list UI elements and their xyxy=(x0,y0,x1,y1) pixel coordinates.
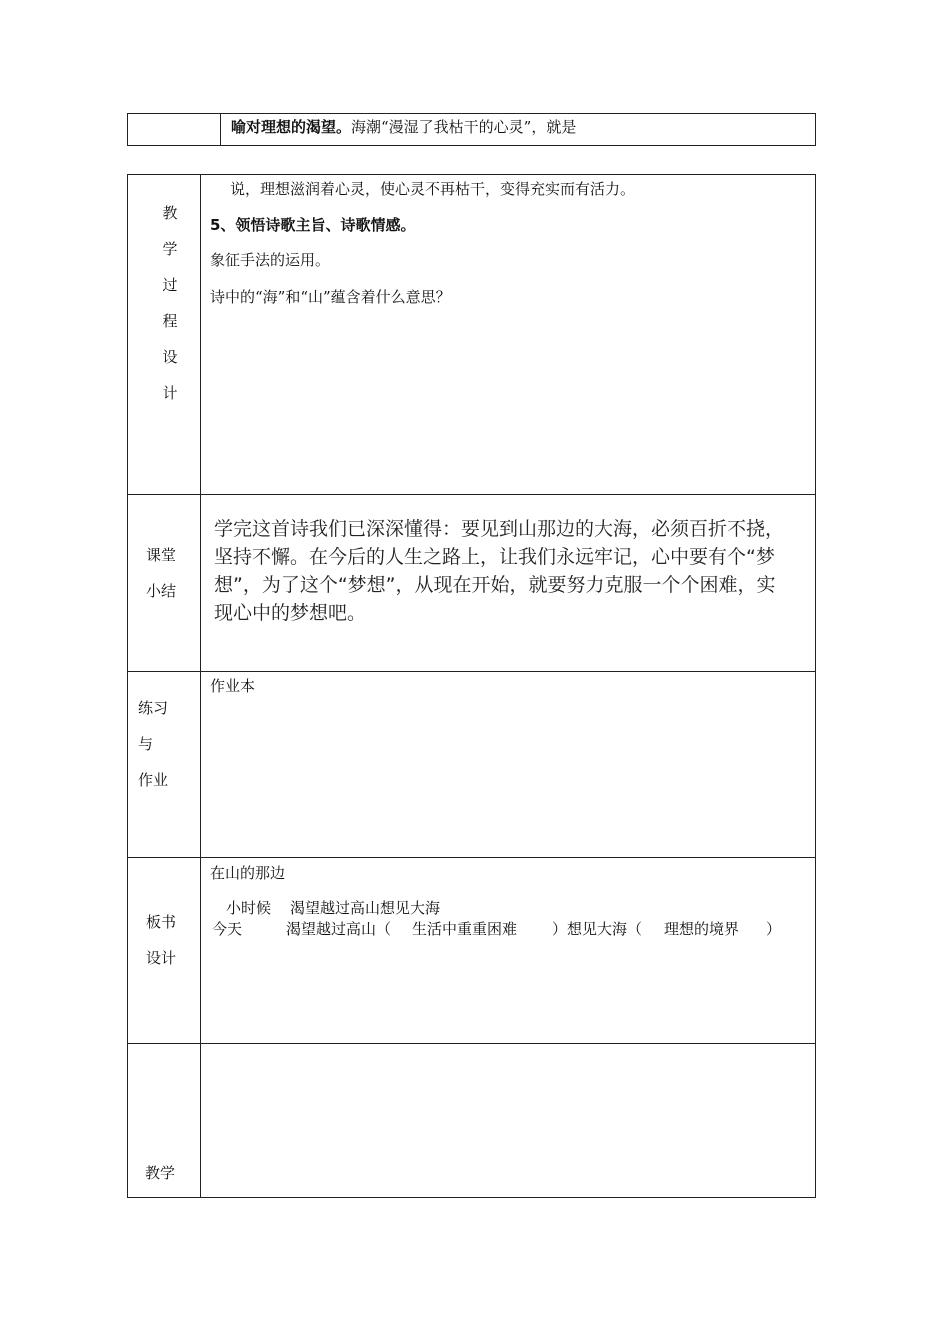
process-label-char: 学 xyxy=(162,240,178,258)
process-label xyxy=(150,195,190,411)
process-label-char: 程 xyxy=(162,312,178,330)
summary-text xyxy=(214,515,804,627)
board-label-line: 设计 xyxy=(145,949,176,967)
board-title: 在山的那边 xyxy=(210,864,286,882)
row-divider-4 xyxy=(127,1043,816,1044)
homework-content: 作业本 xyxy=(210,677,256,695)
board-line-2f: ） xyxy=(766,920,782,938)
reflection-label: 教学 xyxy=(145,1164,176,1182)
summary-label xyxy=(138,537,184,609)
board-label xyxy=(138,904,184,976)
summary-line: 想”，为了这个“梦想”，从现在开始，就要努力克服一个个困难，实 xyxy=(214,574,776,596)
board-line-2b: 渴望越过高山（ xyxy=(286,920,392,938)
process-line-3: 象征手法的运用。 xyxy=(210,251,331,269)
board-line-2a: 今天 xyxy=(212,920,243,938)
board-line-2e: 理想的境界 xyxy=(664,920,740,938)
board-line-2c: 生活中重重困难 xyxy=(412,920,518,938)
homework-label-line: 练习 xyxy=(138,699,169,717)
process-line-4: 诗中的“海”和“山”蕴含着什么意思？ xyxy=(210,288,451,306)
process-line-1: 说，理想滋润着心灵，使心灵不再枯干，变得充实而有活力。 xyxy=(230,180,636,198)
homework-label-line: 作业 xyxy=(138,771,169,789)
summary-label-line: 小结 xyxy=(145,582,176,600)
summary-line: 学完这首诗我们已深深懂得：要见到山那边的大海，必须百折不挠， xyxy=(214,518,785,540)
summary-line: 现心中的梦想吧。 xyxy=(214,602,367,624)
top-row-text xyxy=(231,118,576,136)
homework-label xyxy=(138,690,184,798)
top-row-rest: 海潮“漫湿了我枯干的心灵”，就是 xyxy=(351,118,577,136)
row-divider-1 xyxy=(127,494,816,495)
top-row-bold: 喻对理想的渴望。 xyxy=(231,118,352,136)
main-table-divider xyxy=(200,174,201,1198)
process-label-char: 教 xyxy=(162,204,178,222)
process-label-char: 过 xyxy=(162,276,178,294)
process-label-char: 设 xyxy=(162,348,178,366)
homework-label-line: 与 xyxy=(138,735,154,753)
summary-label-line: 课堂 xyxy=(145,546,176,564)
board-line-1b: 渴望越过高山想见大海 xyxy=(290,899,441,917)
board-line-2d: ）想见大海（ xyxy=(552,920,643,938)
row-divider-3 xyxy=(127,857,816,858)
row-divider-2 xyxy=(127,671,816,672)
board-label-line: 板书 xyxy=(145,913,176,931)
process-label-char: 计 xyxy=(162,384,178,402)
summary-line: 坚持不懈。在今后的人生之路上，让我们永远牢记，心中要有个“梦 xyxy=(214,546,775,568)
process-heading: 5、领悟诗歌主旨、诗歌情感。 xyxy=(210,216,416,234)
top-table-divider xyxy=(220,113,221,146)
board-line-1a: 小时候 xyxy=(226,899,272,917)
